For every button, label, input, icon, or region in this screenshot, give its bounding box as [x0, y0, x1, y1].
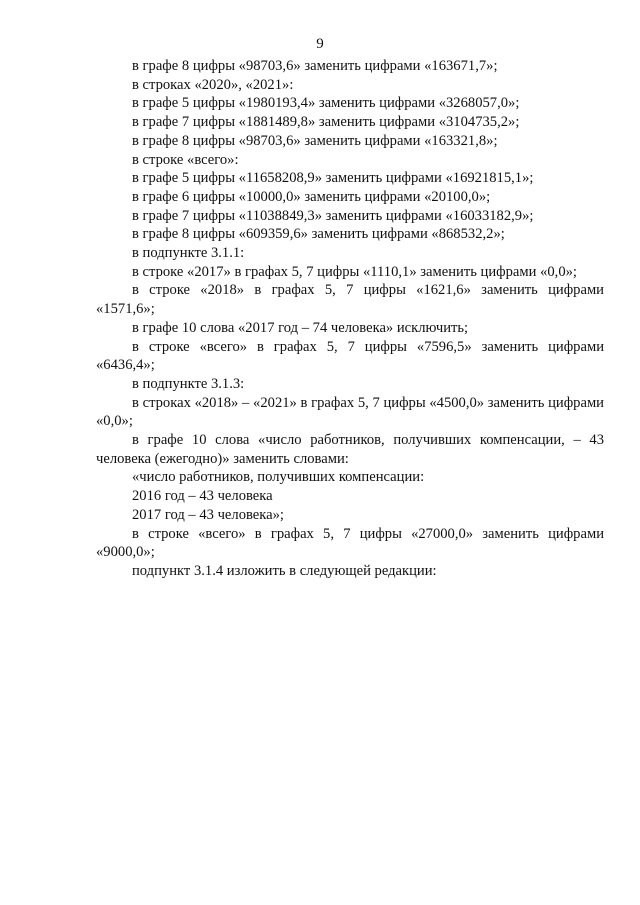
paragraph: в строке «2018» в графах 5, 7 цифры «1621,6» заменить цифрами «1571,6»;: [96, 282, 604, 318]
paragraph: 2016 год – 43 человека: [132, 488, 273, 505]
paragraph: в графе 5 цифры «1980193,4» заменить цифрами «3268057,0»;: [132, 95, 520, 112]
document-body: [96, 57, 604, 581]
paragraph: в строке «всего» в графах 5, 7 цифры «7596,5» заменить цифрами «6436,4»;: [96, 338, 604, 374]
paragraph: в строке «всего»:: [132, 151, 239, 168]
page-number: 9: [316, 36, 324, 52]
paragraph: в подпункте 3.1.3:: [132, 375, 245, 392]
paragraph: в графе 7 цифры «11038849,3» заменить цифрами «16033182,9»;: [132, 207, 534, 224]
paragraph: в строках «2018» – «2021» в графах 5, 7 цифры «4500,0» заменить цифрами «0,0»;: [96, 394, 604, 430]
paragraph: в графе 10 слова «2017 год – 74 человека» исключить;: [132, 319, 469, 336]
paragraph: в графе 7 цифры «1881489,8» заменить цифрами «3104735,2»;: [132, 114, 520, 131]
paragraph: в графе 5 цифры «11658208,9» заменить цифрами «16921815,1»;: [132, 170, 534, 187]
paragraph: в графе 8 цифры «98703,6» заменить цифрами «163321,8»;: [132, 132, 498, 149]
paragraph: подпункт 3.1.4 изложить в следующей редакции:: [132, 562, 437, 579]
paragraph: в строках «2020», «2021»:: [132, 76, 294, 93]
paragraph: в графе 6 цифры «10000,0» заменить цифрами «20100,0»;: [132, 188, 491, 205]
paragraph: в графе 8 цифры «98703,6» заменить цифрами «163671,7»;: [132, 58, 498, 74]
paragraph: в графе 10 слова «число работников, получивших компенсации, – 43 человека (ежегодно)» заменить словами:: [96, 432, 604, 467]
paragraph: «число работников, получивших компенсации:: [132, 469, 425, 486]
paragraph: в строке «2017» в графах 5, 7 цифры «1110,1» заменить цифрами «0,0»;: [132, 263, 577, 280]
paragraph: в подпункте 3.1.1:: [132, 245, 245, 262]
paragraph: в строке «всего» в графах 5, 7 цифры «27000,0» заменить цифрами «9000,0»;: [96, 525, 604, 561]
paragraph: 2017 год – 43 человека»;: [132, 506, 284, 523]
paragraph: в графе 8 цифры «609359,6» заменить цифрами «868532,2»;: [132, 226, 505, 243]
